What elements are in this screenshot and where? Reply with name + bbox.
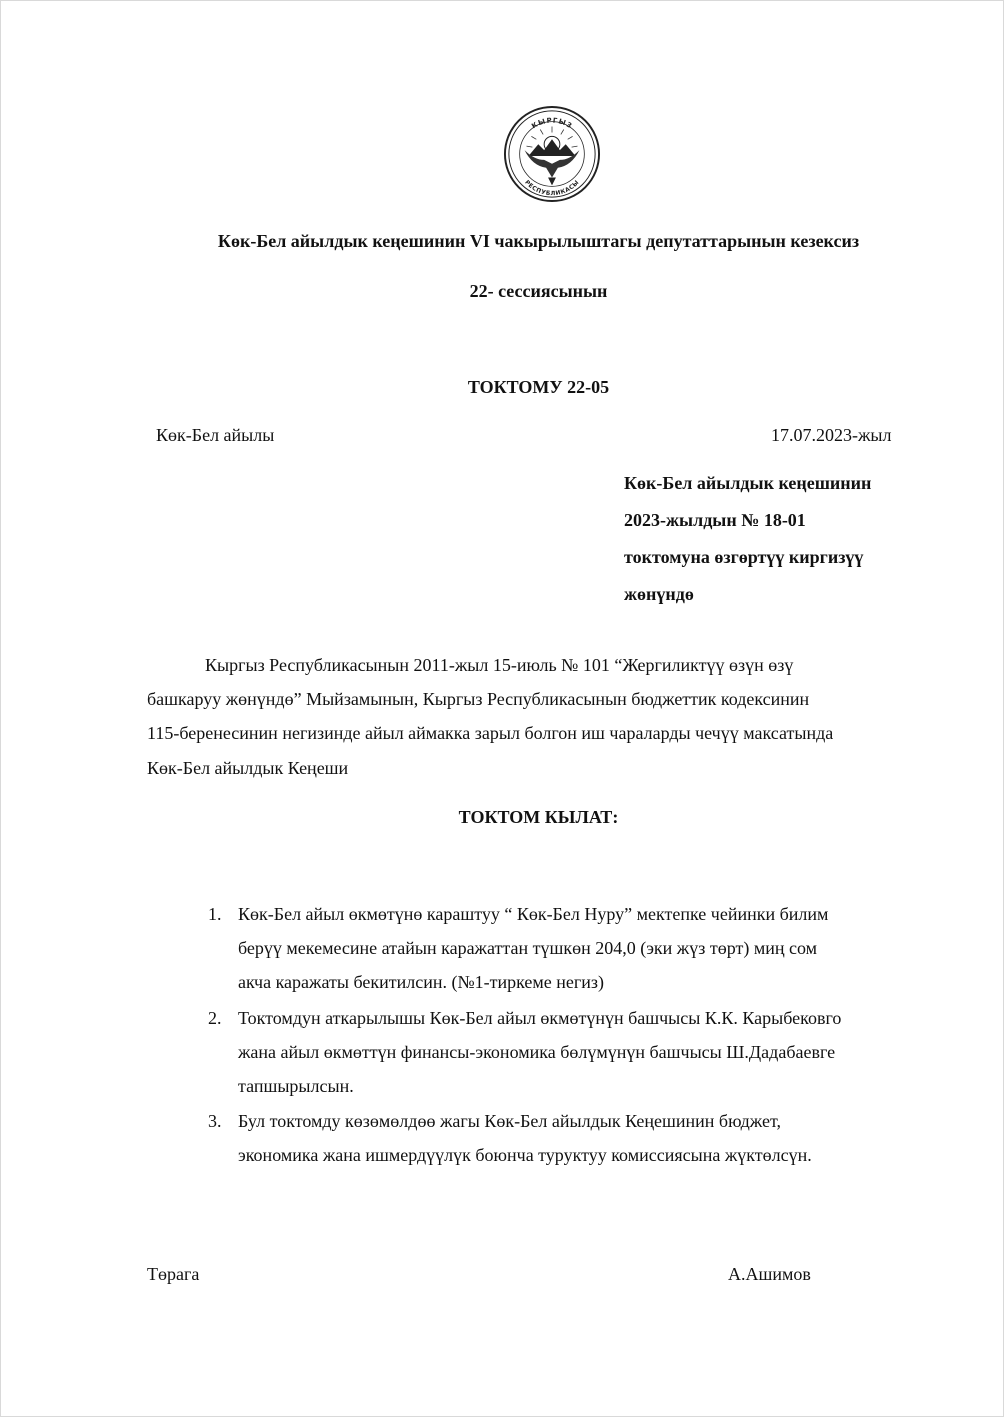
kyrgyz-emblem-icon — [503, 105, 601, 203]
preamble-line: 115-беренесинин негизинде айыл аймакка зарыл болгон иш чараларды чечүү максатында — [147, 723, 834, 743]
preamble-line: башкаруу жөнүндө” Мыйзамынын, Кыргыз Республикасынын бюджеттик кодексинин — [147, 689, 810, 709]
item-line: экономика жана ишмердүүлүк боюнча туруктуу комиссиясына жүктөлсүн. — [238, 1145, 812, 1165]
item-line: Бул токтомду көзөмөлдөө жагы Көк-Бел айылдык Кеңешинин бюджет, — [238, 1111, 781, 1131]
item-line: жана айыл өкмөттүн финансы-экономика бөлүмүнүн башчысы Ш.Дадабаевге — [238, 1042, 836, 1062]
header-line-2: 22- сессиясынын — [469, 281, 608, 301]
resolves-heading: ТОКТОМ КЫЛАТ: — [458, 807, 619, 827]
place-name: Көк-Бел айылы — [156, 425, 275, 445]
header-line-1: Көк-Бел айылдык кеңешинин VI чакырылыштагы депутаттарынын кезексиз — [217, 231, 860, 251]
decree-title: ТОКТОМУ 22-05 — [467, 377, 610, 397]
decree-date: 17.07.2023-жыл — [771, 425, 892, 445]
signature-name: А.Ашимов — [728, 1264, 811, 1284]
subject-line: жөнүндө — [624, 584, 694, 604]
item-line: Көк-Бел айыл өкмөтүнө караштуу “ Көк-Бел Нуру” мектепке чейинки билим — [238, 904, 829, 924]
subject-line: токтомуна өзгөртүү киргизүү — [624, 547, 864, 567]
emblem-top-text: КЫРГЫЗ — [530, 116, 574, 131]
preamble-line: Кыргыз Республикасынын 2011-жыл 15-июль № 101 “Жергиликтүү өзүн өзү — [205, 655, 794, 675]
subject-line: 2023-жылдын № 18-01 — [624, 510, 806, 530]
item-number: 3. — [208, 1111, 222, 1131]
item-number: 1. — [208, 904, 222, 924]
signature-role: Төрага — [147, 1264, 200, 1284]
item-number: 2. — [208, 1008, 222, 1028]
preamble-line: Көк-Бел айылдык Кеңеши — [147, 758, 349, 778]
item-line: Токтомдун аткарылышы Көк-Бел айыл өкмөтүнүн башчысы К.К. Карыбековго — [238, 1008, 842, 1028]
item-line: берүү мекемесине атайын каражаттан түшкөн 204,0 (эки жүз төрт) миң сом — [238, 938, 818, 958]
item-line: акча каражаты бекитилсин. (№1-тиркеме негиз) — [238, 972, 605, 992]
emblem-bottom-text: РЕСПУБЛИКАСЫ — [523, 179, 581, 198]
subject-line: Көк-Бел айылдык кеңешинин — [624, 473, 872, 493]
item-line: тапшырылсын. — [238, 1076, 354, 1096]
